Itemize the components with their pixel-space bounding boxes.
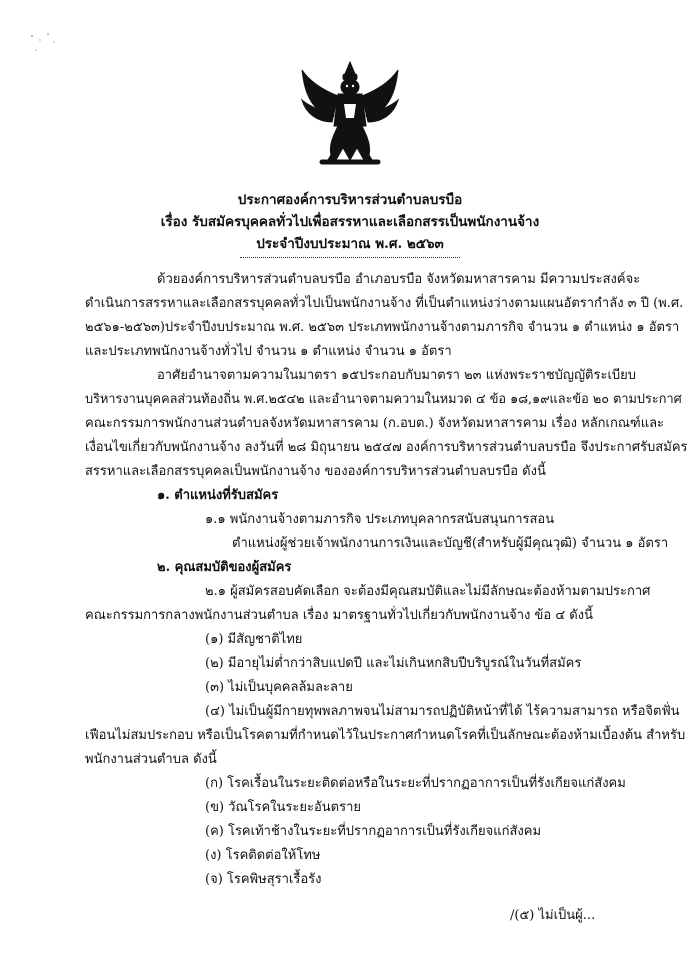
paragraph-line: สรรหาและเลือกสรรบุคคลเป็นพนักงานจ้าง ขององค์การบริหารส่วนตำบลบรบือ ดังนี้	[85, 464, 546, 479]
header-line-1: ประกาศองค์การบริหารส่วนตำบลบรบือ	[237, 192, 463, 208]
paragraph-line: พนักงานส่วนตำบล ดังนี้	[85, 752, 217, 767]
list-item: (จ) โรคพิษสุราเรื้อรัง	[205, 872, 322, 887]
garuda-emblem-icon	[298, 60, 402, 170]
list-item: (๒) มีอายุไม่ต่ำกว่าสิบแปดปี และไม่เกินหกสิบปีบริบูรณ์ในวันที่สมัคร	[205, 656, 582, 671]
list-item: ตำแหน่งผู้ช่วยเจ้าพนักงานการเงินและบัญชี(สำหรับผู้มีคุณวุฒิ) จำนวน ๑ อัตรา	[232, 536, 669, 551]
continuation-note: /(๕) ไม่เป็นผู้...	[510, 908, 596, 923]
paragraph-line: เงื่อนไขเกี่ยวกับพนักงานจ้าง ลงวันที่ ๒๘ มิถุนายน ๒๕๔๗ องค์การบริหารส่วนตำบลบรบือ จึงประกาศรับสมัคร	[85, 440, 688, 455]
paragraph-line: ๒๕๖๑-๒๕๖๓)ประจำปีงบประมาณ พ.ศ. ๒๕๖๓ ประเภทพนักงานจ้างตามภารกิจ จำนวน ๑ ตำแหน่ง ๑ อัตรา	[85, 320, 680, 335]
list-item: ๑.๑ พนักงานจ้างตามภารกิจ ประเภทบุคลากรสนับสนุนการสอน	[205, 512, 555, 527]
paragraph-line: และประเภทพนักงานจ้างทั่วไป จำนวน ๑ ตำแหน่ง จำนวน ๑ อัตรา	[85, 344, 452, 359]
section-heading: ๑. ตำแหน่งที่รับสมัคร	[157, 488, 279, 503]
header-subject: เรื่อง รับสมัครบุคคลทั่วไปเพื่อสรรหาและเลือกสรรเป็นพนักงานจ้าง	[160, 214, 540, 230]
list-item: (๓) ไม่เป็นบุคคลล้มละลาย	[205, 680, 353, 695]
section-heading: ๒. คุณสมบัติของผู้สมัคร	[157, 560, 292, 575]
dotted-separator	[240, 257, 460, 258]
list-item: (ง) โรคติดต่อให้โทษ	[205, 848, 321, 863]
list-item: (๑) มีสัญชาติไทย	[205, 632, 303, 647]
paragraph-line: เฟือนไม่สมประกอบ หรือเป็นโรคตามที่กำหนดไว้ในประกาศกำหนดโรคที่เป็นลักษณะต้องห้ามเบื้องต้น สำหรับ	[85, 728, 686, 743]
paragraph-line: ดำเนินการสรรหาและเลือกสรรบุคคลทั่วไปเป็นพนักงานจ้าง ที่เป็นตำแหน่งว่างตามแผนอัตรากำลัง ๓ ปี (พ.ศ.	[85, 296, 684, 311]
paragraph-line: บริหารงานบุคคลส่วนท้องถิ่น พ.ศ.๒๕๔๒ และอำนาจตามความในหมวด ๔ ข้อ ๑๘,๑๙และข้อ ๒๐ ตามประกาศ	[85, 392, 682, 407]
paragraph-line: อาศัยอำนาจตามความในมาตรา ๑๕ประกอบกับมาตรา ๒๓ แห่งพระราชบัญญัติระเบียบ	[157, 368, 637, 383]
list-item: (ค) โรคเท้าช้างในระยะที่ปรากฏอาการเป็นที่รังเกียจแก่สังคม	[205, 824, 542, 839]
list-item: (ข) วัณโรคในระยะอันตราย	[205, 800, 362, 815]
scan-specks	[28, 28, 68, 58]
paragraph-line: คณะกรรมการพนักงานส่วนตำบลจังหวัดมหาสารคาม (ก.อบต.) จังหวัดมหาสารคาม เรื่อง หลักเกณฑ์และ	[85, 416, 665, 431]
list-item: (ก) โรคเรื้อนในระยะติดต่อหรือในระยะที่ปรากฏอาการเป็นที่รังเกียจแก่สังคม	[205, 776, 626, 791]
list-item: (๔) ไม่เป็นผู้มีกายทุพพลภาพจนไม่สามารถปฏิบัติหน้าที่ได้ ไร้ความสามารถ หรือจิตฟั่น	[205, 704, 680, 719]
paragraph-line: ๒.๑ ผู้สมัครสอบคัดเลือก จะต้องมีคุณสมบัติและไม่มีลักษณะต้องห้ามตามประกาศ	[205, 584, 651, 599]
header-fiscal-year: ประจำปีงบประมาณ พ.ศ. ๒๕๖๓	[256, 236, 444, 252]
paragraph-line: ด้วยองค์การบริหารส่วนตำบลบรบือ อำเภอบรบือ จังหวัดมหาสารคาม มีความประสงค์จะ	[157, 272, 641, 287]
paragraph-line: คณะกรรมการกลางพนักงานส่วนตำบล เรื่อง มาตรฐานทั่วไปเกี่ยวกับพนักงานจ้าง ข้อ ๔ ดังนี้	[85, 608, 593, 623]
